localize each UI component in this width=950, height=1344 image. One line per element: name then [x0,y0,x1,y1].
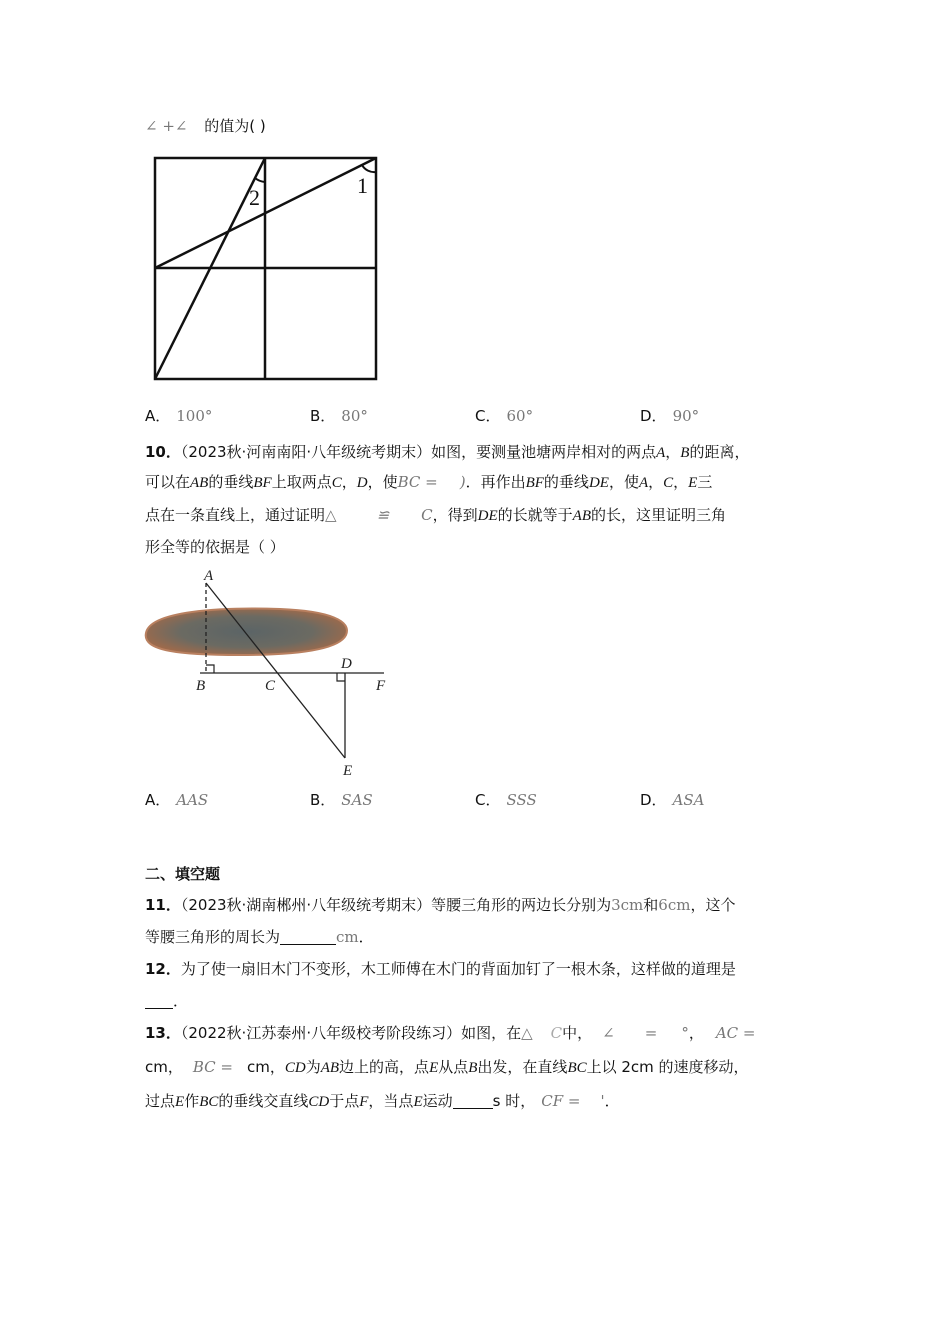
q10-line3: 点在一条直线上，通过证明△ ≌ C，得到DE的长就等于AB的长，这里证明三角 [145,506,726,524]
q10-line1: 10．（2023秋·河南南阳·八年级统考期末）如图，要测量池塘两岸相对的两点A，B的距离， [145,443,750,461]
label-c: C [265,678,276,694]
label-e: E [343,763,353,779]
q9-option-b[interactable]: B． 80° [310,407,368,425]
q9-stem-math: ∠ +∠ [145,117,188,135]
right-angle-b [206,665,214,673]
q9-stem-text: 的值为( ) [204,117,266,135]
q9-option-a[interactable]: A． 100° [145,407,213,425]
q13-line2: cm， BC = cm，CD为AB边上的高，点E从点B出发，在直线BC上以 2cm 的速度移动， [145,1058,749,1076]
q10-option-b[interactable]: B． SAS [310,791,373,809]
q11-line2: 等腰三角形的周长为 cm． [145,928,374,946]
q9-stem [145,115,266,137]
q9-option-d[interactable]: D． 90° [640,407,700,425]
q13-line3: 过点E作BC的垂线交直线CD于点F，当点E运动 s 时， CF = '． [145,1092,620,1110]
q12-line2: ． [145,990,188,1012]
q9-label-1: 1 [357,173,368,198]
q10-line4: 形全等的依据是（ ） [145,538,285,556]
q10-figure [140,563,400,783]
q13-answer-blank[interactable] [453,1092,493,1109]
q10-option-c[interactable]: C． SSS [475,791,537,809]
q9-option-c[interactable]: C． 60° [475,407,534,425]
q9-angle2-arc [255,178,265,182]
section-fill-in-title: 二、填空题 [145,865,221,883]
q12-line1: 12．为了使一扇旧木门不变形，木工师傅在木门的背面加钉了一根木条，这样做的道理是 [145,960,736,978]
q11-answer-blank[interactable] [280,928,336,945]
pond [146,609,347,655]
q10-line2: 可以在AB的垂线BF上取两点C，D，使BC = )．再作出BF的垂线DE，使A，C，E三 [145,473,713,491]
label-a: A [204,568,214,584]
label-d: D [341,656,352,672]
q11-line1: 11．（2023秋·湖南郴州·八年级统考期末）等腰三角形的两边长分别为3cm和6cm，这个 [145,896,736,914]
q10-option-d[interactable]: D． ASA [640,791,705,809]
q12-answer-blank[interactable] [145,992,173,1009]
q9-figure [150,152,382,384]
label-f: F [376,678,386,694]
right-angle-d [337,673,345,681]
q13-line1: 13．（2022秋·江苏泰州·八年级校考阶段练习）如图，在△ C中， ∠ = °， AC = [145,1024,756,1042]
label-b: B [196,678,206,694]
q10-option-a[interactable]: A． AAS [145,791,209,809]
q9-angle1-arc [362,165,376,172]
q9-label-2: 2 [249,185,260,210]
